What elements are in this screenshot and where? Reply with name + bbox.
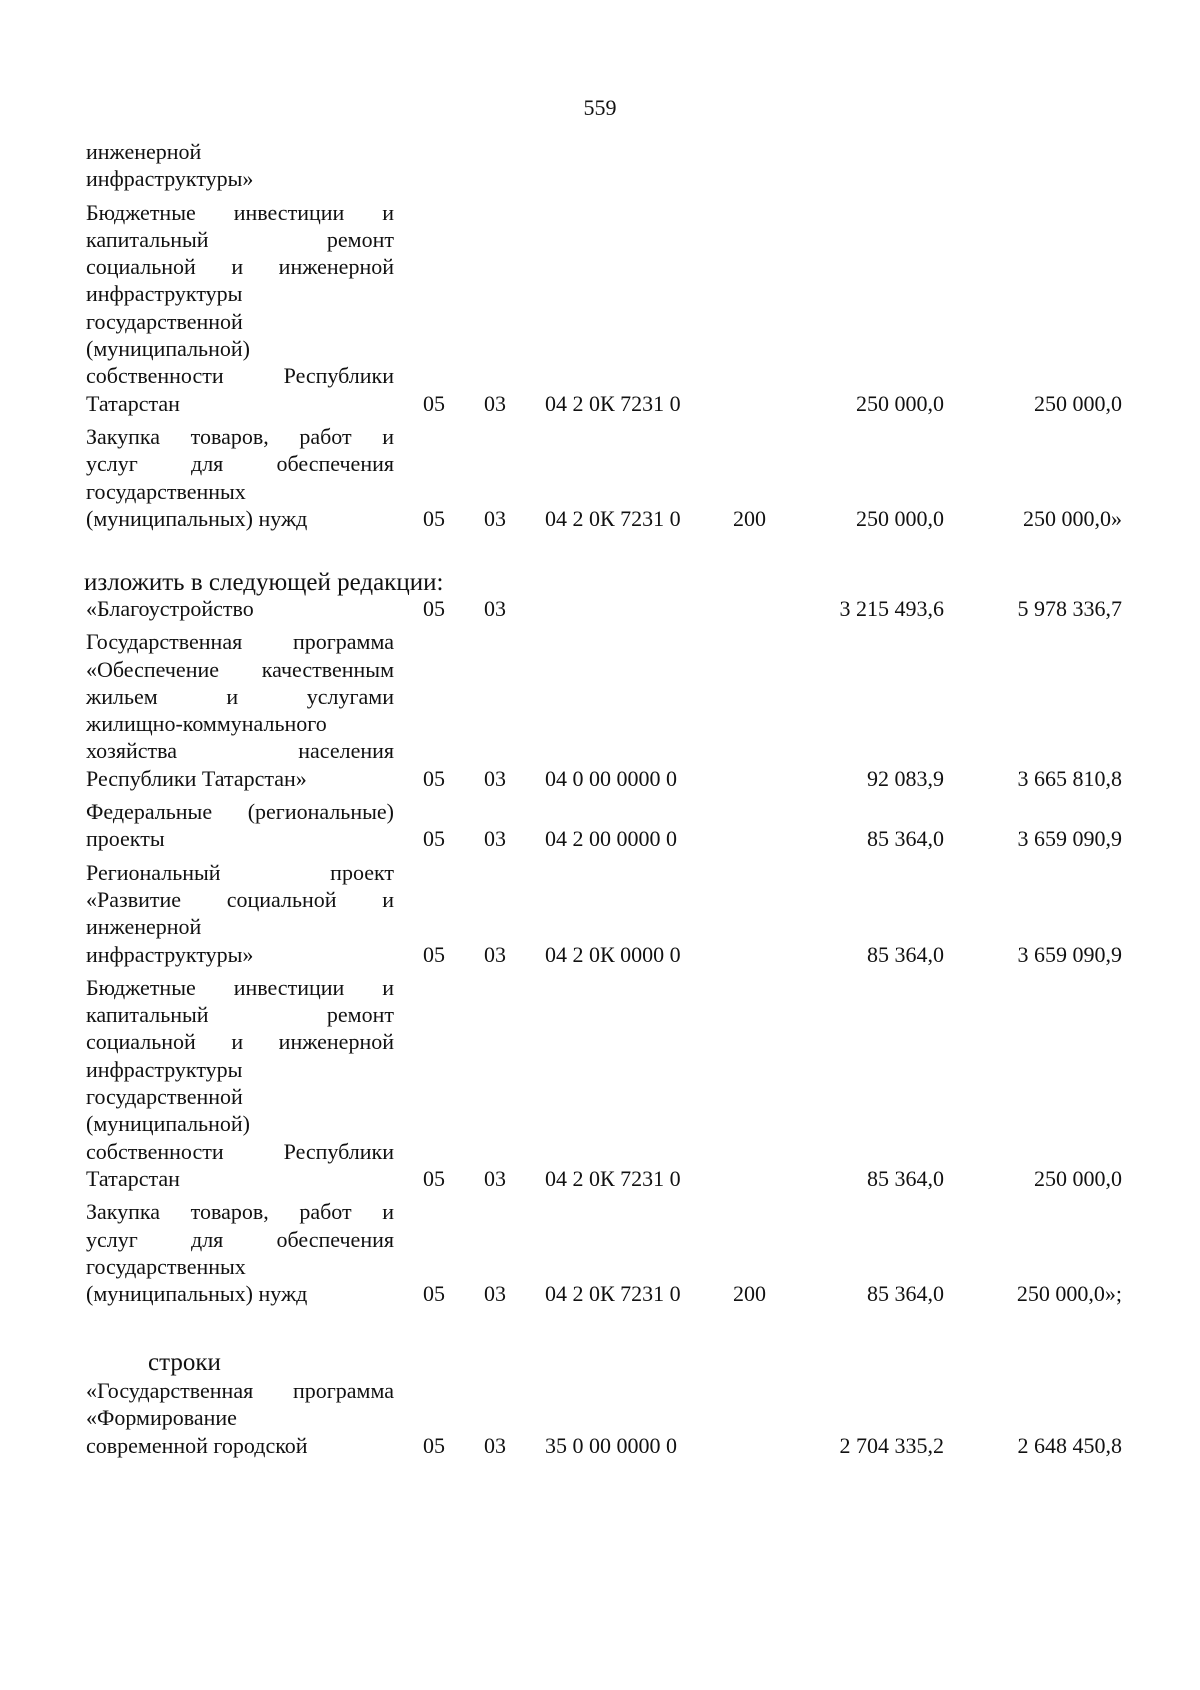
description-line: «Развитие социальной и [86, 886, 394, 912]
amount-year-1: 3 215 493,6 [839, 596, 944, 621]
row-description [86, 199, 394, 417]
target-article-code: 35 0 00 0000 0 [545, 1432, 677, 1458]
description-line: Татарстан [86, 390, 180, 416]
subsection-code: 03 [484, 1432, 506, 1458]
description-line: государственной [86, 1084, 243, 1110]
description-line: государственных [86, 478, 246, 504]
subsection-code: 03 [484, 826, 506, 852]
table-row [0, 595, 1200, 622]
amount-year-2: 3 659 090,9 [1017, 941, 1122, 967]
description-line: социальной и инженерной [86, 254, 394, 280]
subsection-code: 03 [484, 390, 506, 416]
amount-year-2: 3 659 090,9 [1017, 826, 1122, 852]
amount-year-2: 250 000,0»; [1016, 1281, 1122, 1307]
description-line: капитальный ремонт [86, 1002, 394, 1028]
amount-year-2: 250 000,0 [1034, 1165, 1122, 1191]
amount-year-1: 2 704 335,2 [839, 1432, 944, 1458]
description-line: инженерной [86, 139, 202, 164]
amount-year-2: 250 000,0 [1034, 390, 1122, 416]
description-line: Закупка товаров, работ и [86, 1199, 394, 1225]
subsection-code: 03 [484, 1281, 506, 1307]
description-line: собственности Республики [86, 1138, 394, 1164]
description-line: «Благоустройство [86, 596, 254, 621]
amount-year-1: 92 083,9 [867, 765, 944, 791]
description-line: капитальный ремонт [86, 226, 394, 252]
amount-year-1: 250 000,0 [856, 505, 944, 531]
row-description [86, 974, 394, 1192]
row-description [86, 1198, 394, 1307]
table-row [0, 199, 1200, 417]
description-line: «Государственная программа [86, 1378, 394, 1403]
description-line: Бюджетные инвестиции и [86, 199, 394, 225]
page-number: 559 [583, 95, 617, 120]
description-line: Федеральные (региональные) [86, 799, 394, 825]
amount-year-1: 85 364,0 [867, 826, 944, 852]
description-line: Закупка товаров, работ и [86, 424, 394, 449]
description-line: Государственная программа [86, 629, 394, 655]
section-code: 05 [423, 826, 445, 852]
row-description [86, 859, 394, 968]
table-row [0, 423, 1200, 532]
target-article-code: 04 2 00 0000 0 [545, 826, 677, 852]
subsection-code: 03 [484, 596, 506, 621]
description-line: инженерной [86, 914, 202, 940]
amount-year-1: 85 364,0 [867, 1165, 944, 1191]
description-line: государственной [86, 308, 243, 334]
description-line: услуг для обеспечения [86, 451, 394, 477]
target-article-code: 04 2 0К 7231 0 [545, 390, 681, 416]
table-row [0, 1377, 1200, 1459]
table-row [0, 628, 1200, 792]
description-line: жильем и услугами [86, 683, 394, 709]
description-line: инфраструктуры» [86, 941, 254, 967]
table-row [0, 1198, 1200, 1307]
description-line: современной городской [86, 1432, 308, 1458]
row-description [86, 423, 394, 532]
amount-year-2: 250 000,0» [1023, 505, 1122, 531]
section-code: 05 [423, 1432, 445, 1458]
description-line: услуг для обеспечения [86, 1226, 394, 1252]
row-description [86, 595, 394, 622]
row-description [86, 138, 394, 193]
target-article-code: 04 2 0К 7231 0 [545, 505, 681, 531]
edit-instruction-heading: изложить в следующей редакции: [84, 569, 444, 596]
subsection-code: 03 [484, 505, 506, 531]
section-code: 05 [423, 1281, 445, 1307]
section-code: 05 [423, 390, 445, 416]
table-row [0, 798, 1200, 853]
section-code: 05 [423, 941, 445, 967]
description-line: (муниципальных) нужд [86, 505, 308, 531]
description-line: государственных [86, 1253, 246, 1279]
amount-year-1: 85 364,0 [867, 1281, 944, 1307]
rows-heading: строки [148, 1349, 221, 1376]
expense-type-code: 200 [733, 505, 766, 531]
section-code: 05 [423, 765, 445, 791]
table-row [0, 138, 1200, 193]
subsection-code: 03 [484, 765, 506, 791]
row-description [86, 798, 394, 853]
table-row [0, 974, 1200, 1192]
description-line: инфраструктуры» [86, 166, 254, 192]
expense-type-code: 200 [733, 1281, 766, 1307]
description-line: инфраструктуры [86, 1056, 243, 1082]
amount-year-1: 250 000,0 [856, 390, 944, 416]
target-article-code: 04 2 0К 0000 0 [545, 941, 681, 967]
row-description [86, 1377, 394, 1459]
description-line: Татарстан [86, 1165, 180, 1191]
description-line: Региональный проект [86, 859, 394, 885]
description-line: социальной и инженерной [86, 1029, 394, 1055]
description-line: Республики Татарстан» [86, 765, 307, 791]
description-line: (муниципальной) [86, 336, 250, 362]
description-line: инфраструктуры [86, 281, 243, 307]
section-code: 05 [423, 596, 445, 621]
description-line: «Формирование [86, 1405, 237, 1431]
description-line: (муниципальной) [86, 1111, 250, 1137]
description-line: (муниципальных) нужд [86, 1281, 308, 1307]
description-line: «Обеспечение качественным [86, 656, 394, 682]
description-line: проекты [86, 826, 165, 852]
description-line: собственности Республики [86, 363, 394, 389]
subsection-code: 03 [484, 1165, 506, 1191]
section-code: 05 [423, 1165, 445, 1191]
target-article-code: 04 0 00 0000 0 [545, 765, 677, 791]
amount-year-2: 3 665 810,8 [1017, 765, 1122, 791]
subsection-code: 03 [484, 941, 506, 967]
amount-year-2: 5 978 336,7 [1017, 596, 1122, 621]
description-line: хозяйства населения [86, 738, 394, 764]
target-article-code: 04 2 0К 7231 0 [545, 1165, 681, 1191]
section-code: 05 [423, 505, 445, 531]
amount-year-1: 85 364,0 [867, 941, 944, 967]
target-article-code: 04 2 0К 7231 0 [545, 1281, 681, 1307]
description-line: Бюджетные инвестиции и [86, 974, 394, 1000]
description-line: жилищно-коммунального [86, 711, 327, 737]
amount-year-2: 2 648 450,8 [1017, 1432, 1122, 1458]
table-row [0, 859, 1200, 968]
row-description [86, 628, 394, 792]
